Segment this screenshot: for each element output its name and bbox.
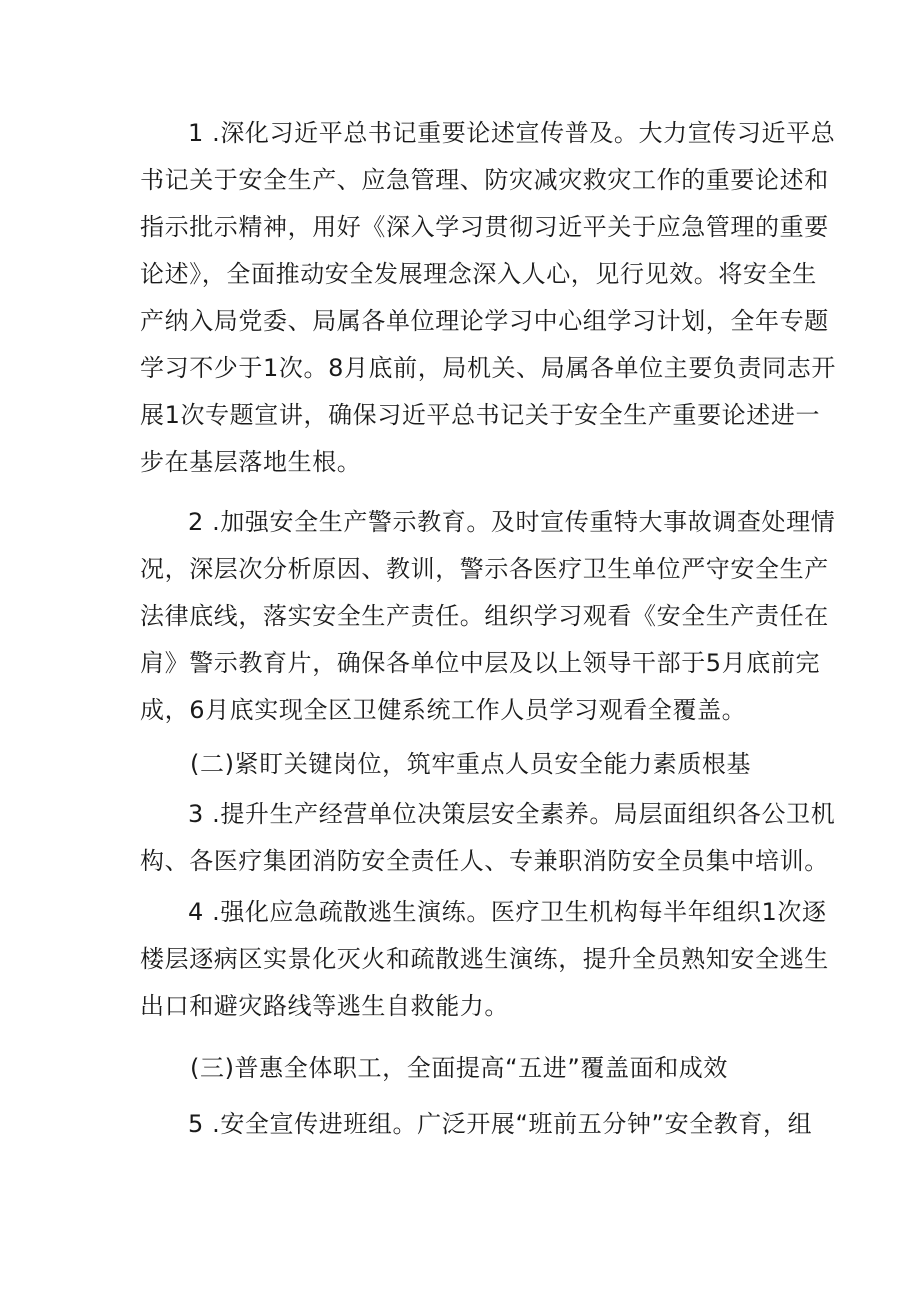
paragraph-1-line-5: 产纳入局党委、局属各单位理论学习中心组学习计划，全年专题	[140, 307, 829, 335]
paragraph-2-line-5: 成，6月底实现全区卫健系统工作人员学习观看全覆盖。	[140, 696, 747, 724]
paragraph-3-line-1: 3 .提升生产经营单位决策层安全素养。局层面组织各公卫机	[188, 800, 836, 828]
paragraph-1-line-2: 书记关于安全生产、应急管理、防灾减灾救灾工作的重要论述和	[140, 166, 829, 194]
paragraph-1-line-4: 论述》，全面推动安全发展理念深入人心，见行见效。将安全生	[140, 260, 817, 288]
section-heading-3: (三)普惠全体职工，全面提高“五进”覆盖面和成效	[190, 1054, 728, 1082]
paragraph-2-line-2: 况，深层次分析原因、教训，警示各医疗卫生单位严守安全生产	[140, 555, 829, 583]
paragraph-1-line-7: 展1次专题宣讲，确保习近平总书记关于安全生产重要论述进一	[140, 401, 821, 429]
paragraph-5-line-1: 5 .安全宣传进班组。广泛开展“班前五分钟”安全教育，组	[188, 1110, 813, 1138]
paragraph-3-line-2: 构、各医疗集团消防安全责任人、专兼职消防安全员集中培训。	[140, 847, 829, 875]
paragraph-1-line-1: 1 .深化习近平总书记重要论述宣传普及。大力宣传习近平总	[188, 119, 836, 147]
paragraph-1-line-6: 学习不少于1次。8月底前，局机关、局属各单位主要负责同志开	[140, 354, 836, 382]
paragraph-2-line-3: 法律底线，落实安全生产责任。组织学习观看《安全生产责任在	[140, 602, 829, 630]
paragraph-1-line-8: 步在基层落地生根。	[140, 448, 362, 476]
paragraph-4-line-2: 楼层逐病区实景化灭火和疏散逃生演练，提升全员熟知安全逃生	[140, 945, 829, 973]
paragraph-2-line-4: 肩》警示教育片，确保各单位中层及以上领导干部于5月底前完	[140, 649, 821, 677]
paragraph-4-line-1: 4 .强化应急疏散逃生演练。医疗卫生机构每半年组织1次逐	[188, 898, 827, 926]
paragraph-4-line-3: 出口和避灾路线等逃生自救能力。	[140, 992, 509, 1020]
paragraph-2-line-1: 2 .加强安全生产警示教育。及时宣传重特大事故调查处理情	[188, 508, 836, 536]
paragraph-1-line-3: 指示批示精神，用好《深入学习贯彻习近平关于应急管理的重要	[140, 213, 829, 241]
section-heading-2: (二)紧盯关键岗位，筑牢重点人员安全能力素质根基	[190, 750, 752, 778]
